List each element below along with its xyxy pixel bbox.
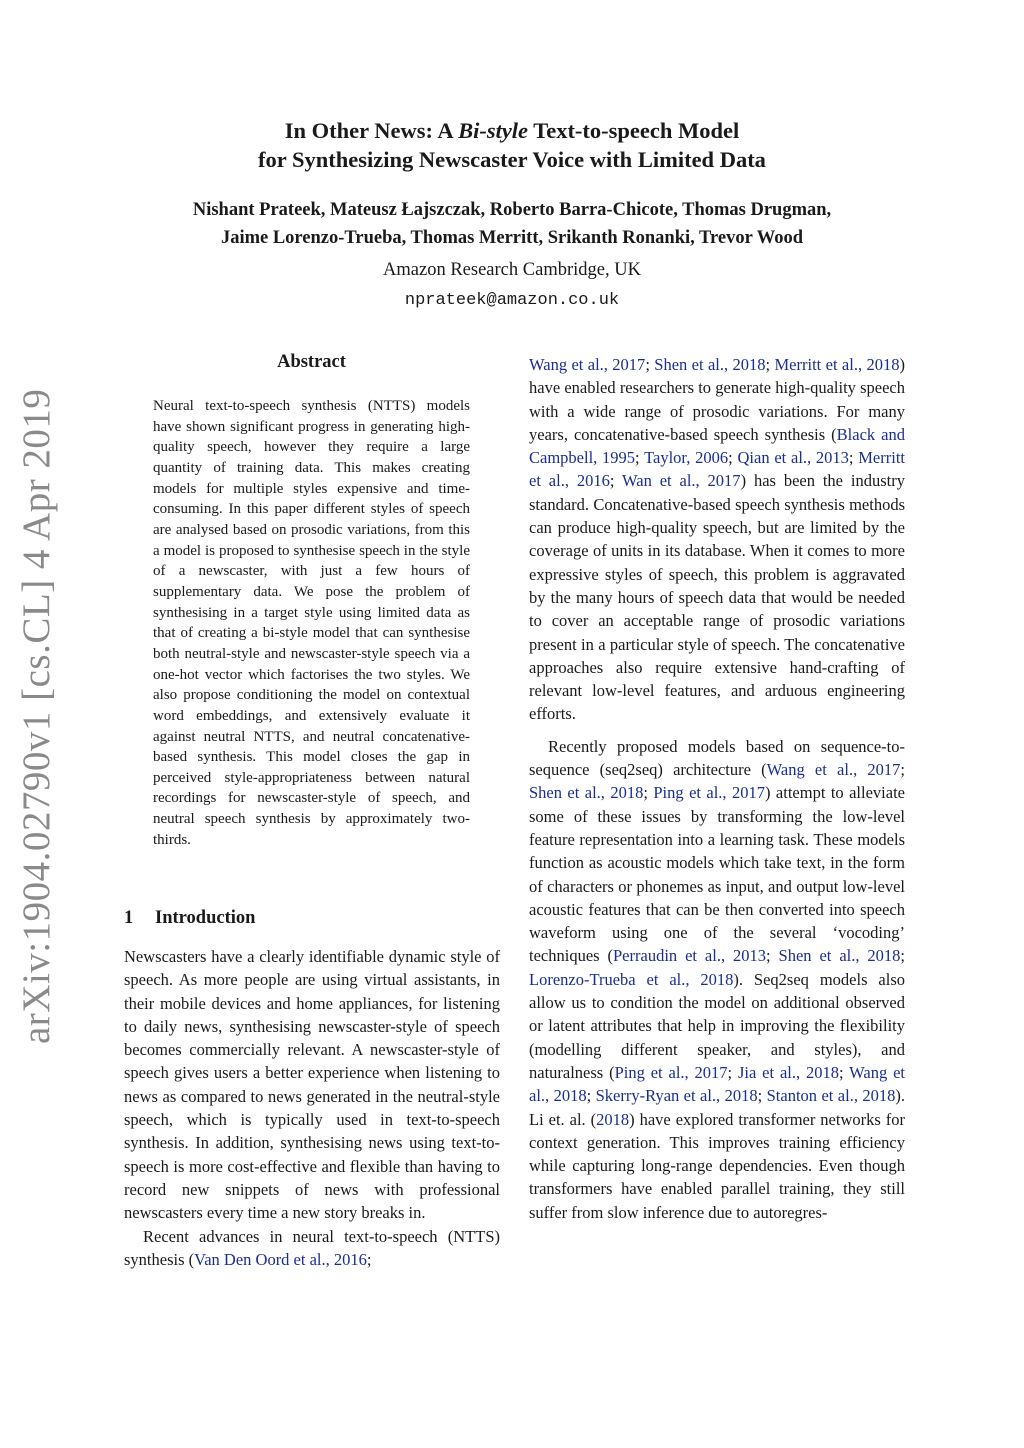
intro-paragraph-2: Recent advances in neural text-to-speech (NTTS) synthesis (Van Den Oord et al., 2016;	[124, 1226, 500, 1269]
citation-link[interactable]: Ping et al., 2017	[614, 1062, 728, 1082]
citation-link[interactable]: Wan et al., 2017	[622, 471, 741, 491]
authors-line-1: Nishant Prateek, Mateusz Łajszczak, Roberto Barra-Chicote, Thomas Drugman,	[192, 200, 832, 220]
paper-title	[0, 116, 1024, 174]
citation-link[interactable]: Wang et al., 2017	[529, 355, 646, 374]
section-title: Introduction	[155, 908, 256, 928]
author-list	[0, 196, 1024, 252]
citation-link[interactable]: Taylor, 2006	[644, 448, 729, 468]
citation-link[interactable]: Shen et al., 2018	[778, 946, 901, 966]
citation-link[interactable]: Skerry-Ryan et al., 2018	[595, 1086, 758, 1106]
citation-link[interactable]: Merritt et al., 2016	[529, 448, 906, 491]
section-number: 1	[124, 908, 134, 928]
abstract-heading: Abstract	[277, 352, 346, 372]
citation-link[interactable]: Wang et al., 2017	[766, 760, 901, 780]
citation-link[interactable]: Shen et al., 2018	[529, 783, 644, 803]
title-line-2: for Synthesizing Newscaster Voice with Limited Data	[258, 147, 766, 172]
title-line-1: In Other News: A Bi-style Text-to-speech Model	[284, 118, 740, 143]
citation-link[interactable]: Wang et al., 2018	[529, 1062, 905, 1106]
citation-link[interactable]: Ping et al., 2017	[653, 783, 765, 803]
citation-link[interactable]: Lorenzo-Trueba et al., 2018	[529, 969, 734, 989]
citation-link[interactable]: Merritt et al., 2018	[774, 355, 900, 374]
citation-link[interactable]: Van Den Oord et al., 2016	[194, 1249, 367, 1269]
citation-link[interactable]: Black and Campbell, 1995	[529, 424, 906, 468]
contact-email: nprateek@amazon.co.uk	[404, 291, 620, 310]
right-column-body	[529, 353, 905, 1224]
citation-link[interactable]: Shen et al., 2018	[654, 355, 766, 374]
intro-paragraph-3: Recently proposed models based on sequence-to-sequence (seq2seq) architecture (Wang et al., 2017; Shen et al., 2018; Ping et al., 2017) attempt to alleviate some of these issues by transforming the low-level feature representation into a learning task. These models function as acoustic models which take text, in the form of characters or phonemes as input, and output low-level acoustic features that can be then converted into speech waveform using one of the several ‘vocoding’ techniques (Perraudin et al., 2013; Shen et al., 2018; Lorenzo-Trueba et al., 2018). Seq2seq models also allow us to condition the model on additional observed or latent attributes that help in improving the flexibility (modelling different speaker, and styles), and naturalness (Ping et al., 2017; Jia et al., 2018; Wang et al., 2018; Skerry-Ryan et al., 2018; Stanton et al., 2018). Li et. al. (2018) have explored transformer networks for context generation. This improves training efficiency while capturing long-range dependencies. Even though transformers have enabled parallel training, they still suffer from slow inference due to autoregres-	[529, 736, 906, 1222]
affiliation: Amazon Research Cambridge, UK	[383, 260, 641, 280]
intro-paragraph-1: Newscasters have a clearly identifiable dynamic style of speech. As more people are using virtual assistants, in their mobile devices and home appliances, for listening to daily news, synthesising newscaster-style of speech becomes commercially relevant. A newscaster-style of speech gives users a better experience when listening to news as compared to news generated in the neutral-style speech, which is typically used in text-to-speech synthesis. In addition, synthesising news using text-to-speech is more cost-effective and flexible than having to record new snippets of news with professional newscasters every time a new story breaks in.	[124, 947, 500, 1223]
section-heading-introduction	[124, 908, 255, 929]
citation-link[interactable]: Perraudin et al., 2013	[613, 946, 767, 966]
left-column-body	[124, 945, 500, 1271]
authors-line-2: Jaime Lorenzo-Trueba, Thomas Merritt, Srikanth Ronanki, Trevor Wood	[220, 228, 804, 248]
title-emphasis: Bi-style	[458, 118, 529, 143]
arxiv-stamp: arXiv:1904.02790v1 [cs.CL] 4 Apr 2019	[15, 388, 58, 1044]
abstract-text: Neural text-to-speech synthesis (NTTS) models have shown significant progress in generating high-quality speech, however they require a large quantity of training data. This makes creating models for multiple styles expensive and time-consuming. In this paper different styles of speech are analysed based on prosodic variations, from this a model is proposed to synthesise speech in the style of a newscaster, with just a few hours of supplementary data. We pose the problem of synthesising in a target style using limited data as that of creating a bi-style model that can synthesise both neutral-style and newscaster-style speech via a one-hot vector which factorises the two styles. We also propose conditioning the model on contextual word embeddings, and extensively evaluate it against neutral NTTS, and neutral concatenative-based synthesis. This model closes the gap in perceived style-appropriateness between natural recordings for newscaster-style of speech, and neutral speech synthesis by approximately two-thirds.	[153, 398, 470, 848]
citation-link[interactable]: Jia et al., 2018	[737, 1062, 839, 1082]
citation-link[interactable]: Stanton et al., 2018	[766, 1086, 896, 1106]
citation-link[interactable]: Qian et al., 2013	[737, 448, 849, 468]
intro-paragraph-2-continued: Wang et al., 2017; Shen et al., 2018; Merritt et al., 2018) have enabled researchers to generate high-quality speech with a wide range of prosodic variations. For many years, concatenative-based speech synthesis (Black and Campbell, 1995; Taylor, 2006; Qian et al., 2013; Merritt et al., 2016; Wan et al., 2017) has been the industry standard. Concatenative-based speech synthesis methods can produce high-quality speech, but are limited by the coverage of units in its database. When it comes to more expressive styles of speech, this problem is aggravated by the many hours of speech data that would be needed to cover an acceptable range of prosodic variations present in a particular style of speech. The concatenative approaches also require extensive hand-crafting of relevant low-level features, and arduous engineering efforts.	[529, 355, 906, 724]
citation-link[interactable]: 2018	[596, 1109, 630, 1129]
